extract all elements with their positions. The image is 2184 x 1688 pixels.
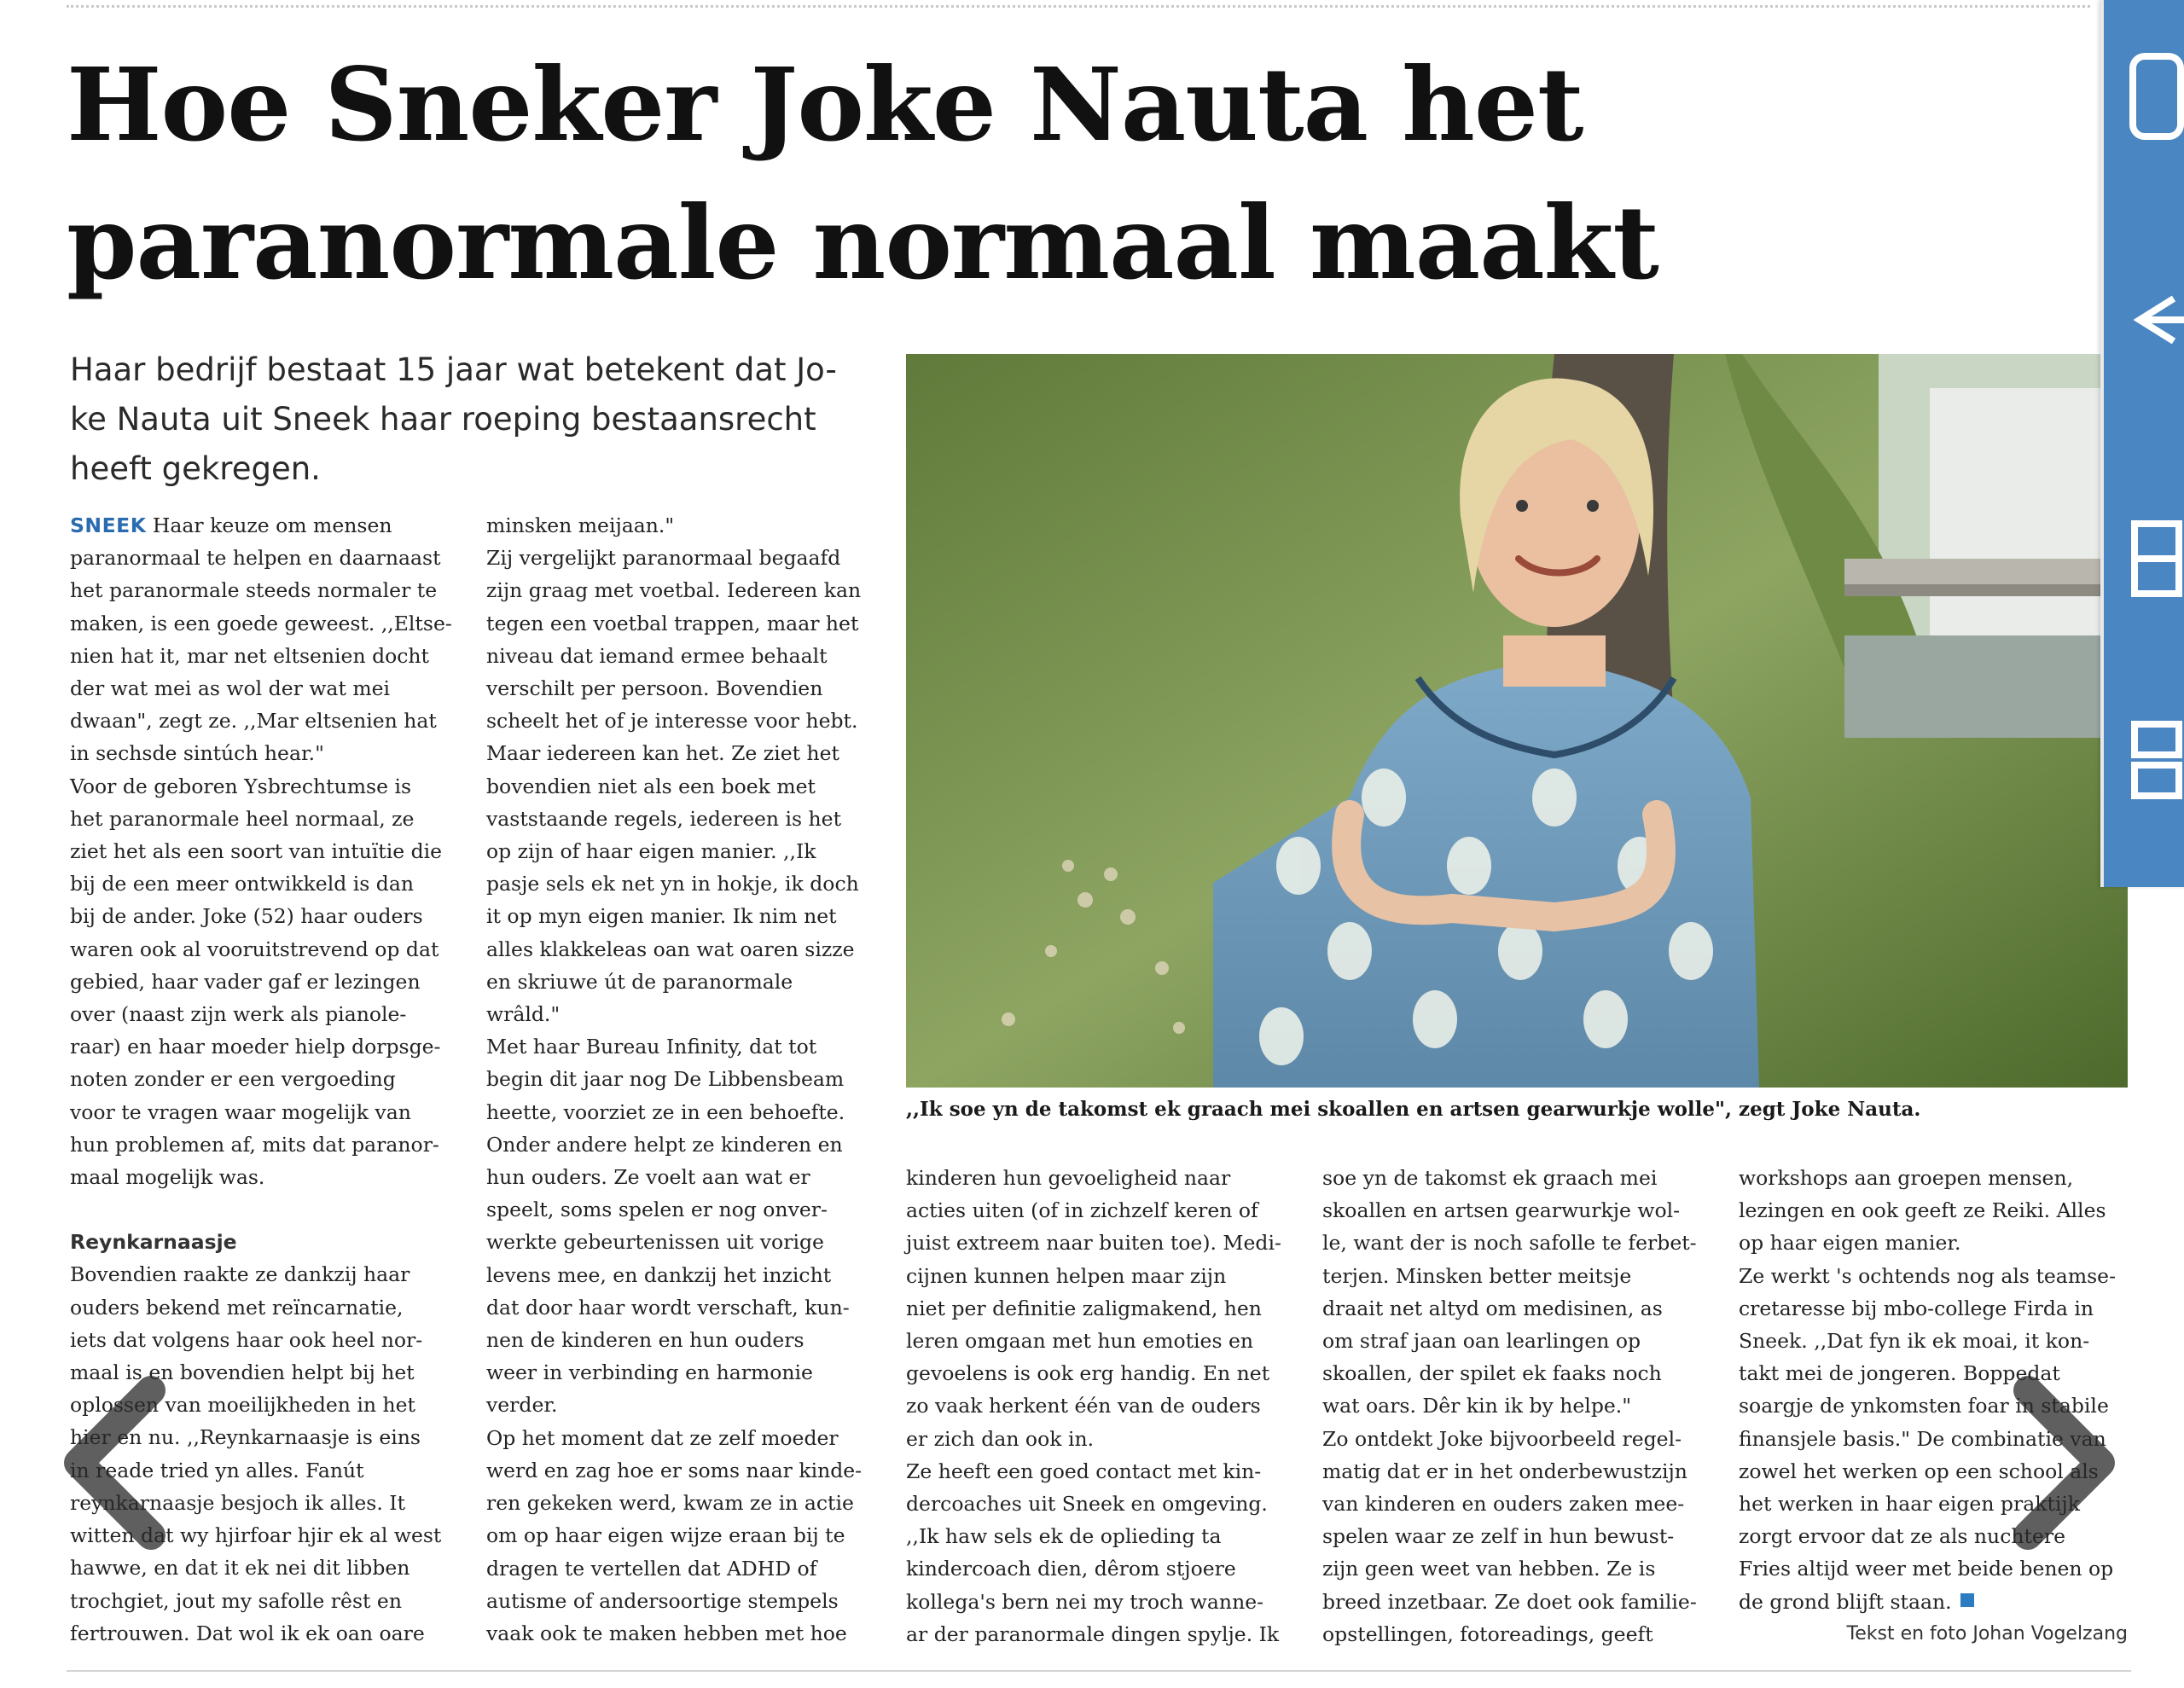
text-line: breed inzetbaar. Ze doet ook familie- bbox=[1322, 1589, 1697, 1614]
top-rule bbox=[67, 5, 2090, 8]
text-line: takt mei de jongeren. Boppedat bbox=[1739, 1361, 2060, 1386]
text-line: Bovendien raakte ze dankzij haar bbox=[70, 1262, 410, 1287]
text-line: ren gekeken werd, kwam ze in actie bbox=[486, 1491, 854, 1516]
text-line: Met haar Bureau Infinity, dat tot bbox=[486, 1035, 817, 1059]
text-line: pasje sels ek net yn in hokje, ik doch bbox=[486, 872, 859, 896]
text-line: nen de kinderen en hun ouders bbox=[486, 1328, 804, 1353]
column-2-lines bbox=[486, 509, 887, 1650]
column-1-opening bbox=[70, 509, 471, 542]
text-line: maken, is een goede geweest. ,,Eltse- bbox=[70, 611, 452, 635]
text-line: workshops aan groepen mensen, bbox=[1739, 1166, 2074, 1190]
text-line: Zo ontdekt Joke bijvoorbeeld regel- bbox=[1322, 1426, 1682, 1451]
text-line: matig dat er in het onderbewustzijn bbox=[1322, 1459, 1687, 1483]
photo-caption: ,,Ik soe yn de takomst ek graach mei skoallen en artsen gearwurkje wolle", zegt Joke Nauta. bbox=[906, 1098, 1921, 1121]
layout-icon[interactable] bbox=[2123, 712, 2184, 806]
text-line: om straf jaan oan learlingen op bbox=[1322, 1329, 1641, 1354]
text-line: verschilt per persoon. Bovendien bbox=[486, 676, 823, 701]
text-line: it op myn eigen manier. Ik nim net bbox=[486, 904, 837, 929]
text-line: hier en nu. ,,Reynkarnaasje is eins bbox=[70, 1425, 421, 1450]
intro-line-1: Haar bedrijf bestaat 15 jaar wat betekent dat Jo- bbox=[70, 351, 837, 388]
text-line: zijn graag met voetbal. Iedereen kan bbox=[486, 578, 862, 603]
column-1-lines bbox=[70, 542, 471, 1193]
subhead-reynkarnaasje: Reynkarnaasje bbox=[70, 1230, 237, 1255]
text-line: leren omgaan met hun emoties en bbox=[906, 1329, 1254, 1354]
text-line: hun ouders. Ze voelt aan wat er bbox=[486, 1165, 810, 1190]
text-line: autisme of andersoortige stempels bbox=[486, 1588, 839, 1613]
text-line: ziet het als een soort van intuïtie die bbox=[70, 839, 443, 864]
text-line: fertrouwen. Dat wol ik ek oan oare bbox=[70, 1621, 425, 1645]
portrait-photo-illustration bbox=[906, 354, 2128, 1088]
article-photo bbox=[906, 354, 2128, 1088]
text-line: iets dat volgens haar ook heel nor- bbox=[70, 1327, 423, 1352]
text-line: Onder andere helpt ze kinderen en bbox=[486, 1132, 843, 1157]
text-line: Op het moment dat ze zelf moeder bbox=[486, 1425, 839, 1450]
headline-line-2: paranormale normaal maakt bbox=[67, 183, 1658, 302]
text-line: van kinderen en ouders zaken mee- bbox=[1322, 1492, 1685, 1517]
text-line: in sechsde sintúch hear." bbox=[70, 741, 324, 766]
text-line: terjen. Minsken better meitsje bbox=[1322, 1263, 1632, 1288]
text-line: Ze heeft een goed contact met kin- bbox=[906, 1459, 1262, 1483]
text-line: zorgt ervoor dat ze als nuchtere bbox=[1739, 1524, 2065, 1549]
text-line: ,,Ik haw sels ek de oplieding ta bbox=[906, 1524, 1222, 1549]
text-line: om op haar eigen wijze eraan bij te bbox=[486, 1523, 845, 1548]
text-line: zo vaak herkent één van de ouders bbox=[906, 1394, 1261, 1418]
text-line: dercoaches uit Sneek en omgeving. bbox=[906, 1492, 1268, 1517]
text-line: kollega's bern nei my troch wanne- bbox=[906, 1589, 1264, 1614]
text-line: Zij vergelijkt paranormaal begaafd bbox=[486, 546, 841, 571]
side-toolbar bbox=[2100, 0, 2184, 887]
text-line: bij de ander. Joke (52) haar ouders bbox=[70, 904, 423, 929]
document-icon[interactable] bbox=[2123, 512, 2184, 606]
text-line: weer in verbinding en harmonie bbox=[486, 1360, 813, 1385]
text-line: opstellingen, fotoreadings, geeft bbox=[1322, 1621, 1653, 1646]
text-line: soargje de ynkomsten foar in stabile bbox=[1739, 1394, 2109, 1418]
text-line: der wat mei as wol der wat mei bbox=[70, 676, 391, 701]
text-line: bij de een meer ontwikkeld is dan bbox=[70, 872, 414, 896]
text-line: Sneek. ,,Dat fyn ik ek moai, it kon- bbox=[1739, 1329, 2090, 1354]
text-line: alles klakkeleas oan wat oaren sizze bbox=[486, 937, 855, 961]
intro-line-3: heeft gekregen. bbox=[70, 450, 321, 487]
column-3-lines bbox=[906, 1162, 1307, 1650]
text-line: en skriuwe út de paranormale bbox=[486, 969, 793, 994]
text-line: dat door haar wordt verschaft, kun- bbox=[486, 1295, 850, 1320]
text-line: zijn geen weet van hebben. Ze is bbox=[1322, 1557, 1656, 1581]
text-line: lezingen en ook geeft ze Reiki. Alles bbox=[1739, 1198, 2106, 1223]
text-line: witten dat wy hjirfoar hjir ek al west bbox=[70, 1523, 442, 1548]
next-page-button[interactable] bbox=[1998, 1373, 2126, 1552]
text-line: oplossen van moeilijkheden in het bbox=[70, 1393, 415, 1418]
text-line: raar) en haar moeder hielp dorpsge- bbox=[70, 1035, 441, 1059]
text-line: vaak ook te maken hebben met hoe bbox=[486, 1621, 847, 1645]
text-line: trochgiet, jout my safolle rêst en bbox=[70, 1588, 402, 1613]
arrow-left-icon[interactable] bbox=[2123, 273, 2184, 367]
phone-icon[interactable] bbox=[2123, 49, 2184, 143]
text-line: cretaresse bij mbo-college Firda in bbox=[1739, 1296, 2094, 1320]
text-line: maal is en bovendien helpt bij het bbox=[70, 1360, 415, 1385]
text-line: niveau dat iemand ermee behaalt bbox=[486, 643, 828, 668]
text-line: acties uiten (of in zichzelf keren of bbox=[906, 1198, 1258, 1223]
text-line: Fries altijd weer met beide benen op bbox=[1739, 1557, 2114, 1581]
text-line: gevoelens is ook erg handig. En net bbox=[906, 1361, 1270, 1386]
chevron-right-icon bbox=[1998, 1373, 2126, 1552]
photo-credit: Tekst en foto Johan Vogelzang bbox=[1846, 1623, 2128, 1644]
text-line: het werken in haar eigen praktijk bbox=[1739, 1492, 2080, 1517]
text-line: werd en zag hoe er soms naar kinde- bbox=[486, 1458, 863, 1482]
text-line: waren ook al vooruitstrevend op dat bbox=[70, 937, 439, 961]
text-line: maal mogelijk was. bbox=[70, 1165, 265, 1190]
text-line: heette, voorziet ze in een behoefte. bbox=[486, 1099, 845, 1124]
text-line: skoallen, der spilet ek faaks noch bbox=[1322, 1361, 1662, 1386]
text-line: dwaan", zegt ze. ,,Mar eltsenien hat bbox=[70, 709, 437, 734]
text-line: hun problemen af, mits dat paranor- bbox=[70, 1132, 439, 1157]
text-line: le, want der is noch safolle te ferbet- bbox=[1322, 1231, 1697, 1256]
chevron-left-icon bbox=[53, 1373, 181, 1552]
text-line: noten zonder er een vergoeding bbox=[70, 1067, 396, 1092]
text-line: tegen een voetbal trappen, maar het bbox=[486, 611, 859, 635]
text-line: draait net altyd om medisinen, as bbox=[1322, 1296, 1663, 1320]
text-line: Maar iedereen kan het. Ze ziet het bbox=[486, 741, 840, 766]
text-line: finansjele basis." De combinatie van bbox=[1739, 1426, 2106, 1451]
text-line: soe yn de takomst ek graach mei bbox=[1322, 1166, 1658, 1190]
text-line: zowel het werken op een school als bbox=[1739, 1459, 2099, 1483]
previous-page-button[interactable] bbox=[53, 1373, 181, 1552]
article-intro bbox=[70, 345, 880, 494]
text-line: ar der paranormale dingen spylje. Ik bbox=[906, 1621, 1280, 1646]
text-line: het paranormale steeds normaler te bbox=[70, 578, 438, 603]
text-line: kindercoach dien, dêrom stjoere bbox=[906, 1557, 1236, 1581]
text-line: levens mee, en dankzij het inzicht bbox=[486, 1262, 832, 1287]
text-line: minsken meijaan." bbox=[486, 513, 675, 537]
headline-line-1: Hoe Sneker Joke Nauta het bbox=[67, 45, 1583, 164]
bottom-rule bbox=[67, 1670, 2131, 1672]
text-line: voor te vragen waar mogelijk van bbox=[70, 1099, 411, 1124]
text-line: paranormaal te helpen en daarnaast bbox=[70, 546, 441, 571]
text-line: hawwe, en dat it ek nei dit libben bbox=[70, 1556, 410, 1581]
text-line: ouders bekend met reïncarnatie, bbox=[70, 1295, 404, 1320]
article-column-2 bbox=[486, 509, 887, 1650]
text-line: scheelt het of je interesse voor hebt. bbox=[486, 709, 858, 734]
text-line: cijnen kunnen helpen maar zijn bbox=[906, 1263, 1227, 1288]
text-line: spelen waar ze zelf in hun bewust- bbox=[1322, 1524, 1675, 1549]
text-line: reynkarnaasje besjoch ik alles. It bbox=[70, 1490, 406, 1515]
text-line: dragen te vertellen dat ADHD of bbox=[486, 1556, 817, 1581]
text-line: over (naast zijn werk als pianole- bbox=[70, 1002, 407, 1027]
text-line: kinderen hun gevoeligheid naar bbox=[906, 1166, 1231, 1190]
text-line: verder. bbox=[486, 1393, 558, 1418]
text-line: begin dit jaar nog De Libbensbeam bbox=[486, 1067, 845, 1092]
article-closing-line: de grond blijft staan. bbox=[1739, 1589, 1952, 1614]
text-line: skoallen en artsen gearwurkje wol- bbox=[1322, 1198, 1681, 1223]
text-line: Voor de geboren Ysbrechtumse is bbox=[70, 774, 412, 798]
text-line: op zijn of haar eigen manier. ,,Ik bbox=[486, 839, 816, 864]
text-line: speelt, soms spelen er nog onver- bbox=[486, 1198, 828, 1222]
end-mark-icon bbox=[1960, 1593, 1974, 1607]
text-line: vaststaande regels, iedereen is het bbox=[486, 806, 842, 831]
dateline: SNEEK bbox=[70, 513, 147, 537]
intro-line-2: ke Nauta uit Sneek haar roeping bestaansrecht bbox=[70, 401, 816, 438]
text-line: Ze werkt 's ochtends nog als teamse- bbox=[1739, 1263, 2117, 1288]
text-line: op haar eigen manier. bbox=[1739, 1231, 1961, 1256]
text-line: nien hat it, mar net eltsenien docht bbox=[70, 643, 430, 668]
column-5-last-line bbox=[1739, 1586, 2140, 1618]
text-line: er zich dan ook in. bbox=[906, 1426, 1095, 1451]
column-4-lines bbox=[1322, 1162, 1723, 1650]
text-line: werkte gebeurtenissen uit vorige bbox=[486, 1230, 824, 1255]
article-column-3 bbox=[906, 1162, 1307, 1650]
text-line: bovendien niet als een boek met bbox=[486, 774, 816, 798]
text-line: het paranormale heel normaal, ze bbox=[70, 806, 415, 831]
text-line: wat oars. Dêr kin ik by helpe." bbox=[1322, 1394, 1632, 1418]
text-line: in reade tried yn alles. Fanút bbox=[70, 1458, 364, 1482]
article-headline bbox=[67, 36, 2029, 312]
text-line: wrâld." bbox=[486, 1002, 561, 1027]
article-column-4 bbox=[1322, 1162, 1723, 1650]
text-line: niet per definitie zaligmakend, hen bbox=[906, 1296, 1262, 1320]
column-1-first-line: Haar keuze om mensen bbox=[146, 513, 392, 537]
text-line: juist extreem naar buiten toe). Medi- bbox=[906, 1231, 1281, 1256]
text-line: gebied, haar vader gaf er lezingen bbox=[70, 969, 421, 994]
